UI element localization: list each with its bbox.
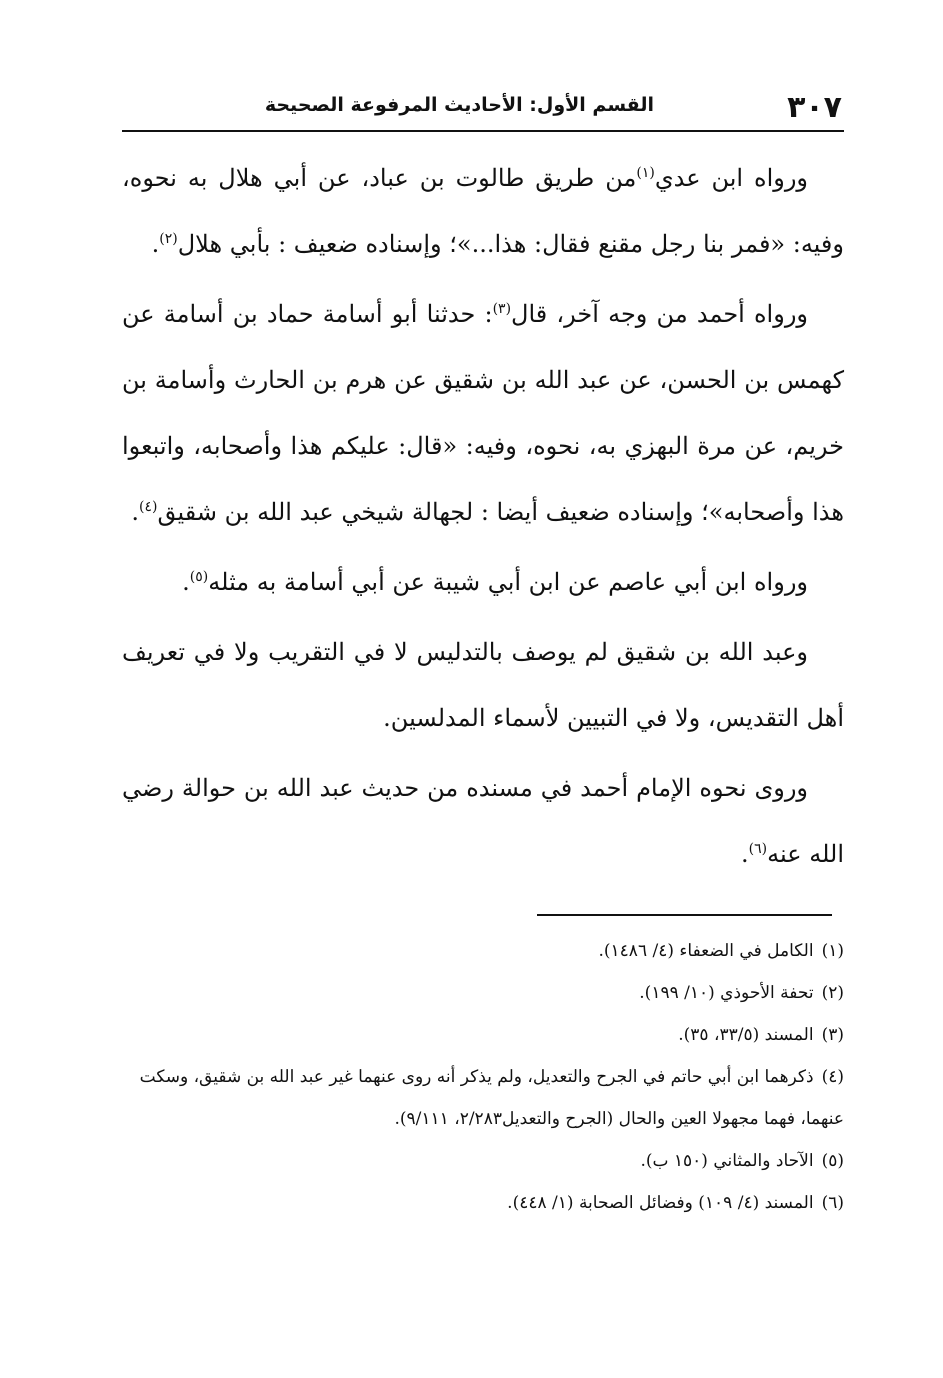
paragraph: ورواه أحمد من وجه آخر، قال$^{(٣)}$: حدثنا أبو أسامة حماد بن أسامة عن كهمس بن الحسن، عن عبد الله بن شقيق عن هرم بن الحارث وأسامة بن خريم، عن مرة البهزي به، نحوه، وفيه: «قال: عليكم هذا وأصحابه، واتبعوا هذا وأصحابه»؛ وإسناده ضعيف أيضا : لجهالة شيخي عبد الله بن شقيق$^{(٤)}$. xyxy=(122,300,844,526)
footnote xyxy=(118,1182,844,1224)
footnote xyxy=(118,930,844,972)
footnote-text: الكامل في الضعفاء (٤/ ١٤٨٦). xyxy=(598,941,814,961)
footnote-ref: (٤) xyxy=(138,499,158,515)
footnote-number: (٥) xyxy=(821,1151,844,1171)
footnote xyxy=(118,1140,844,1182)
footnote-ref: (١) xyxy=(636,165,655,181)
footnote xyxy=(118,1056,844,1140)
footnotes xyxy=(118,930,844,1224)
footnote-number: (٣) xyxy=(821,1025,844,1045)
footnote-divider xyxy=(537,914,832,916)
footnote-text: ذكرهما ابن أبي حاتم في الجرح والتعديل، ولم يذكر أنه روى عنهما غير عبد الله بن شقيق، وسكت عنهما، فهما مجهولا العين والحال (الجرح والتعديل٢/٢٨٣، ٩/١١١). xyxy=(139,1067,844,1129)
paragraph: ورواه ابن أبي عاصم عن ابن أبي شيبة عن أبي أسامة به مثله$^{(٥)}$. xyxy=(182,568,808,596)
footnote-number: (١) xyxy=(821,941,844,961)
footnote-text: المسند (٤/ ١٠٩) وفضائل الصحابة (١/ ٤٤٨). xyxy=(507,1193,814,1213)
footnote xyxy=(118,1014,844,1056)
paragraph: وعبد الله بن شقيق لم يوصف بالتدليس لا في التقريب ولا في تعريف أهل التقديس، ولا في التبيين لأسماء المدلسين. xyxy=(122,638,844,732)
footnote-number: (٢) xyxy=(821,983,844,1003)
footnote-ref: (٢) xyxy=(159,231,178,247)
footnote-text: المسند (٣٣/٥، ٣٥). xyxy=(678,1025,814,1045)
footnote-number: (٤) xyxy=(821,1067,844,1087)
footnote-text: الآحاد والمثاني (١٥٠ ب). xyxy=(640,1151,814,1171)
page-number: ٣٠٧ xyxy=(787,90,842,125)
footnote-ref: (٦) xyxy=(748,841,768,857)
footnote-number: (٦) xyxy=(821,1193,844,1213)
main-text xyxy=(122,145,844,887)
page-header xyxy=(122,88,844,132)
footnote xyxy=(118,972,844,1014)
paragraph: وروى نحوه الإمام أحمد في مسنده من حديث عبد الله بن حوالة رضي الله عنه$^{(٦)}$. xyxy=(122,774,844,868)
footnote-ref: (٣) xyxy=(492,301,512,317)
footnote-text: تحفة الأحوذي (١٠/ ١٩٩). xyxy=(639,983,814,1003)
footnote-ref: (٥) xyxy=(189,569,209,585)
running-title: القسم الأول: الأحاديث المرفوعة الصحيحة xyxy=(264,94,654,116)
paragraph: ورواه ابن عدي$^{(١)}$من طريق طالوت بن عباد، عن أبي هلال به نحوه، وفيه: «فمر بنا رجل مقنع فقال: هذا...»؛ وإسناده ضعيف : بأبي هلال$^{(٢)}$. xyxy=(122,164,844,258)
